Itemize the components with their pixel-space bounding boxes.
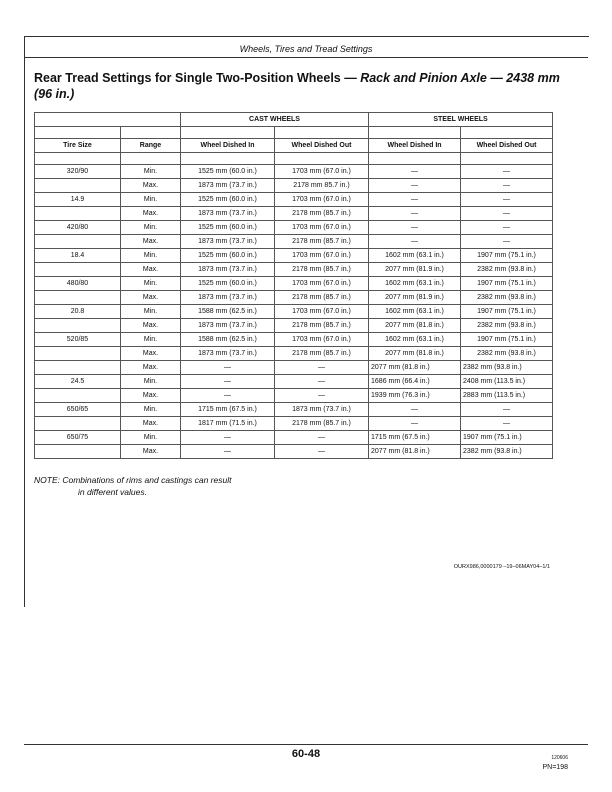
table-cell: 1873 mm (73.7 in.)	[181, 235, 275, 249]
table-cell: 2382 mm (93.8 in.)	[461, 263, 553, 277]
table-cell: —	[369, 221, 461, 235]
table-cell: 1525 mm (60.0 in.)	[181, 277, 275, 291]
table-cell: Max.	[121, 291, 181, 305]
table-cell: —	[369, 235, 461, 249]
table-cell	[35, 319, 121, 333]
table-cell: 2077 mm (81.9 in.)	[369, 291, 461, 305]
table-cell: 1703 mm (67.0 in.)	[275, 193, 369, 207]
table-cell: —	[181, 375, 275, 389]
table-cell: 2883 mm (113.5 in.)	[461, 389, 553, 403]
table-cell: 2178 mm (85.7 in.)	[275, 291, 369, 305]
table-cell: 1873 mm (73.7 in.)	[181, 291, 275, 305]
page-number: 60-48	[291, 748, 321, 760]
table-cell: Max.	[121, 445, 181, 459]
table-cell: 2077 mm (81.8 in.)	[369, 361, 461, 375]
table-row	[35, 235, 553, 249]
table-cell	[35, 263, 121, 277]
table-cell: 520/85	[35, 333, 121, 347]
table-cell: —	[369, 165, 461, 179]
table-cell: 1602 mm (63.1 in.)	[369, 249, 461, 263]
footer-code: 120606	[551, 755, 568, 761]
table-row	[35, 305, 553, 319]
table-cell: 2077 mm (81.8 in.)	[369, 347, 461, 361]
spacer-row	[35, 153, 553, 165]
table-cell: —	[275, 361, 369, 375]
table-cell: —	[275, 431, 369, 445]
table-cell: —	[181, 445, 275, 459]
tread-settings-table	[34, 112, 553, 459]
table-cell: 2178 mm 85.7 in.)	[275, 179, 369, 193]
table-cell: 1525 mm (60.0 in.)	[181, 249, 275, 263]
table-cell: 480/80	[35, 277, 121, 291]
table-cell: —	[275, 389, 369, 403]
title-italic: Rack and Pinion Axle — 2438 mm (96 in.)	[34, 71, 560, 101]
table-row	[35, 165, 553, 179]
table-cell: 1715 mm (67.5 in.)	[181, 403, 275, 417]
table-cell: 1686 mm (66.4 in.)	[369, 375, 461, 389]
table-row	[35, 179, 553, 193]
table-cell: 1873 mm (73.7 in.)	[275, 403, 369, 417]
table-cell: —	[369, 417, 461, 431]
table-cell: 2178 mm (85.7 in.)	[275, 319, 369, 333]
table-cell: —	[181, 431, 275, 445]
table-cell: 14.9	[35, 193, 121, 207]
table-cell: 1873 mm (73.7 in.)	[181, 179, 275, 193]
table-cell: Max.	[121, 263, 181, 277]
table-cell: 1907 mm (75.1 in.)	[461, 333, 553, 347]
table-cell: 650/75	[35, 431, 121, 445]
table-cell: Min.	[121, 249, 181, 263]
table-cell: Max.	[121, 347, 181, 361]
group-header-empty	[35, 113, 181, 127]
table-cell: —	[369, 207, 461, 221]
table-cell: —	[461, 179, 553, 193]
table-cell: Max.	[121, 361, 181, 375]
table-cell: 20.8	[35, 305, 121, 319]
table-cell: —	[369, 193, 461, 207]
table-cell: 1525 mm (60.0 in.)	[181, 193, 275, 207]
section-header: Wheels, Tires and Tread Settings	[24, 40, 588, 58]
table-cell: Min.	[121, 193, 181, 207]
table-cell	[35, 291, 121, 305]
table-cell: Max.	[121, 179, 181, 193]
table-cell: —	[275, 375, 369, 389]
table-cell: Min.	[121, 277, 181, 291]
table-row	[35, 347, 553, 361]
table-cell: Min.	[121, 403, 181, 417]
table-cell	[35, 207, 121, 221]
table-cell: —	[461, 207, 553, 221]
table-cell: —	[461, 165, 553, 179]
table-row	[35, 403, 553, 417]
table-cell: 1715 mm (67.5 in.)	[369, 431, 461, 445]
table-cell	[35, 389, 121, 403]
footer-pn: PN=198	[542, 764, 568, 771]
table-row	[35, 277, 553, 291]
table-cell: 1525 mm (60.0 in.)	[181, 221, 275, 235]
table-row	[35, 193, 553, 207]
table-cell: 2178 mm (85.7 in.)	[275, 207, 369, 221]
table-body	[35, 165, 553, 459]
table-cell: 1703 mm (67.0 in.)	[275, 333, 369, 347]
table-cell: 1939 mm (76.3 in.)	[369, 389, 461, 403]
table-cell: 1703 mm (67.0 in.)	[275, 249, 369, 263]
note-line-2: in different values.	[78, 487, 147, 497]
page-title	[34, 70, 574, 102]
table-cell	[35, 235, 121, 249]
table-cell: Min.	[121, 165, 181, 179]
table-cell: Max.	[121, 319, 181, 333]
table-row	[35, 333, 553, 347]
table-cell: 1703 mm (67.0 in.)	[275, 305, 369, 319]
table-cell: 1873 mm (73.7 in.)	[181, 319, 275, 333]
table-cell: —	[461, 235, 553, 249]
title-main: Rear Tread Settings for Single Two-Position Wheels —	[34, 71, 361, 85]
table-cell: 2178 mm (85.7 in.)	[275, 263, 369, 277]
column-header: Range	[121, 139, 181, 153]
table-cell: 1817 mm (71.5 in.)	[181, 417, 275, 431]
table-cell: —	[461, 417, 553, 431]
table-cell: —	[461, 221, 553, 235]
table-cell: 1873 mm (73.7 in.)	[181, 263, 275, 277]
table-cell: 2382 mm (93.8 in.)	[461, 291, 553, 305]
table-cell: —	[181, 361, 275, 375]
table-cell: Min.	[121, 333, 181, 347]
table-cell: 2077 mm (81.8 in.)	[369, 319, 461, 333]
table-cell	[35, 445, 121, 459]
table-cell: 1602 mm (63.1 in.)	[369, 277, 461, 291]
table-cell: —	[369, 179, 461, 193]
table-cell: 2178 mm (85.7 in.)	[275, 235, 369, 249]
table-row	[35, 445, 553, 459]
table-row	[35, 361, 553, 375]
table-cell: 1525 mm (60.0 in.)	[181, 165, 275, 179]
group-header-row	[35, 113, 553, 127]
table-cell: 24.5	[35, 375, 121, 389]
table-cell: 2382 mm (93.8 in.)	[461, 361, 553, 375]
table-cell: 1873 mm (73.7 in.)	[181, 207, 275, 221]
table-cell: —	[461, 193, 553, 207]
table-cell: Min.	[121, 305, 181, 319]
table-cell: 2077 mm (81.9 in.)	[369, 263, 461, 277]
table-row	[35, 375, 553, 389]
column-header: Tire Size	[35, 139, 121, 153]
table-row	[35, 249, 553, 263]
table-row	[35, 319, 553, 333]
table-cell: 2178 mm (85.7 in.)	[275, 347, 369, 361]
table-cell: 650/65	[35, 403, 121, 417]
table-cell: 1873 mm (73.7 in.)	[181, 347, 275, 361]
table-cell: 1703 mm (67.0 in.)	[275, 277, 369, 291]
table-row	[35, 389, 553, 403]
table-cell: Max.	[121, 235, 181, 249]
table-cell: 2382 mm (93.8 in.)	[461, 319, 553, 333]
table-cell: Min.	[121, 221, 181, 235]
table-cell: —	[369, 403, 461, 417]
table-cell: Max.	[121, 207, 181, 221]
steel-wheels-header: STEEL WHEELS	[369, 113, 553, 127]
table-cell: Min.	[121, 375, 181, 389]
table-cell: —	[461, 403, 553, 417]
table-cell: 420/80	[35, 221, 121, 235]
table-cell: 1907 mm (75.1 in.)	[461, 431, 553, 445]
table-cell: 1602 mm (63.1 in.)	[369, 333, 461, 347]
table-row	[35, 291, 553, 305]
table-cell	[35, 347, 121, 361]
table-cell: 2382 mm (93.8 in.)	[461, 445, 553, 459]
table-cell: 2382 mm (93.8 in.)	[461, 347, 553, 361]
note-line-1: NOTE: Combinations of rims and castings can result	[34, 475, 232, 485]
column-header: Wheel Dished Out	[461, 139, 553, 153]
table-cell	[35, 361, 121, 375]
cast-wheels-header: CAST WHEELS	[181, 113, 369, 127]
table-cell: Max.	[121, 417, 181, 431]
table-row	[35, 431, 553, 445]
spacer-row	[35, 127, 553, 139]
table-cell: Min.	[121, 431, 181, 445]
table-cell: 1602 mm (63.1 in.)	[369, 305, 461, 319]
table-cell: 1907 mm (75.1 in.)	[461, 249, 553, 263]
table-cell	[35, 417, 121, 431]
table-row	[35, 207, 553, 221]
table-cell: 2408 mm (113.5 in.)	[461, 375, 553, 389]
table-cell: 18.4	[35, 249, 121, 263]
table-cell: 320/90	[35, 165, 121, 179]
table-cell: 1703 mm (67.0 in.)	[275, 165, 369, 179]
table-row	[35, 221, 553, 235]
column-header: Wheel Dished In	[369, 139, 461, 153]
table-cell: 1588 mm (62.5 in.)	[181, 333, 275, 347]
table-row	[35, 417, 553, 431]
table-cell: 2178 mm (85.7 in.)	[275, 417, 369, 431]
table-cell: 2077 mm (81.8 in.)	[369, 445, 461, 459]
table-cell: —	[181, 389, 275, 403]
table-cell: 1703 mm (67.0 in.)	[275, 221, 369, 235]
table-cell: Max.	[121, 389, 181, 403]
table-row	[35, 263, 553, 277]
table-cell: 1907 mm (75.1 in.)	[461, 277, 553, 291]
table-cell: 1588 mm (62.5 in.)	[181, 305, 275, 319]
column-header: Wheel Dished Out	[275, 139, 369, 153]
reference-code: OURX986,0000179 –19–06MAY04–1/1	[453, 564, 550, 570]
column-header: Wheel Dished In	[181, 139, 275, 153]
table-cell: 1907 mm (75.1 in.)	[461, 305, 553, 319]
table-cell: —	[275, 445, 369, 459]
note	[34, 474, 334, 498]
column-header-row	[35, 139, 553, 153]
footer-divider	[24, 744, 588, 745]
table-cell	[35, 179, 121, 193]
